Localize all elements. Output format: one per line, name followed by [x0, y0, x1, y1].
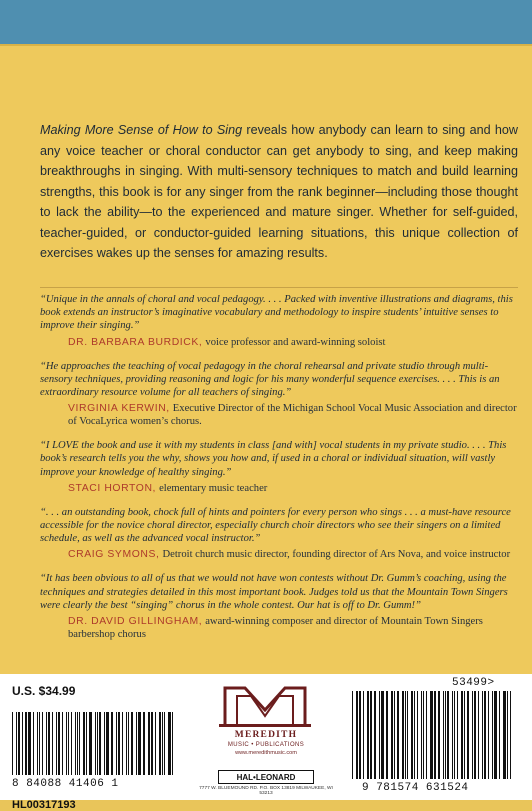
barcode-bar	[454, 691, 455, 779]
barcode-bar	[402, 691, 404, 779]
barcode-bar	[89, 712, 92, 775]
quote-author-role: Detroit church music director, founding director of Ars Nova, and voice instructor	[162, 549, 511, 561]
quote-author: CRAIG SYMONS,	[68, 549, 160, 561]
upc-barcode	[12, 712, 175, 775]
quote-author: DR. BARBARA BURDICK,	[68, 336, 203, 348]
barcode-bar	[39, 712, 41, 775]
isbn-barcode	[352, 691, 514, 779]
barcode-bar	[507, 691, 508, 779]
barcode-bar	[104, 712, 105, 775]
barcode-bar	[68, 712, 69, 775]
publisher-url: www.meredithmusic.com	[235, 750, 297, 756]
barcode-bar	[48, 712, 50, 775]
quote-attribution	[68, 336, 518, 349]
barcode-bar	[62, 712, 63, 775]
barcode-bar	[484, 691, 487, 779]
quote-text: “I LOVE the book and use it with my students in class [and with] vocal students in my private studio. . . . This book’s research tells you the why, shows you how and, if used in a choral or individual situation, will vastly improve your knowledge of healthy singing.”	[40, 440, 507, 478]
barcode-bar	[83, 712, 85, 775]
endorsement	[40, 506, 518, 562]
barcode-bar	[33, 712, 34, 775]
barcode-bar	[494, 691, 497, 779]
barcode-bar	[478, 691, 479, 779]
barcode-bar	[159, 712, 161, 775]
barcode-bar	[359, 691, 361, 779]
barcode-bar	[126, 712, 127, 775]
barcode-bar	[391, 691, 393, 779]
barcode-bar	[106, 712, 109, 775]
barcode-bar	[86, 712, 87, 775]
section-divider	[40, 287, 518, 288]
barcode-bar	[118, 712, 120, 775]
publisher-name: MEREDITH	[234, 730, 298, 740]
item-number: HL00317193	[12, 799, 76, 811]
quote-attribution	[68, 548, 518, 561]
price-label: U.S. $34.99	[12, 684, 76, 698]
barcode-bar	[138, 712, 141, 775]
quote-author-role: award-winning composer and director of Mountain Town Singers barbershop chorus	[68, 616, 483, 641]
quote-attribution	[68, 482, 518, 495]
barcode-bar	[116, 712, 117, 775]
endorsement	[40, 293, 518, 349]
barcode-bar	[434, 691, 436, 779]
barcode-bar	[136, 712, 137, 775]
barcode-bar	[75, 712, 76, 775]
quote-author: DR. DAVID GILLINGHAM,	[68, 616, 203, 628]
book-title: Making More Sense of How to Sing	[40, 123, 243, 137]
quote-author-role: voice professor and award-winning soloist	[205, 336, 386, 348]
addon-code: 53499	[452, 677, 488, 689]
barcode-bar	[488, 691, 489, 779]
top-color-band	[0, 0, 532, 44]
barcode-bar	[474, 691, 476, 779]
barcode-bar	[58, 712, 61, 775]
barcode-bar	[374, 691, 376, 779]
barcode-bar	[162, 712, 163, 775]
barcode-bar	[397, 691, 399, 779]
barcode-bar	[56, 712, 57, 775]
barcode-bar	[95, 712, 96, 775]
barcode-bar	[122, 712, 123, 775]
barcode-bar	[79, 712, 80, 775]
publisher-subtitle: MUSIC • PUBLICATIONS	[227, 742, 305, 748]
distributor-name: HAL•LEONARD	[236, 773, 296, 782]
barcode-bar	[426, 691, 427, 779]
addon-digits	[452, 677, 495, 689]
barcode-bar	[18, 712, 20, 775]
addon-arrow: >	[487, 677, 495, 689]
quote-attribution	[68, 402, 518, 428]
barcode-bar	[405, 691, 406, 779]
barcode-bar	[438, 691, 440, 779]
barcode-bar	[52, 712, 53, 775]
barcode-bar	[414, 691, 415, 779]
endorsement	[40, 439, 518, 495]
barcode-bar	[66, 712, 67, 775]
barcode-bar	[97, 712, 98, 775]
hal-leonard-logo	[218, 770, 314, 784]
distributor-address: 7777 W. BLUEMOUND RD. P.O. BOX 13819 MILWAUKEE, WI 53213	[199, 786, 333, 796]
meredith-music-logo	[215, 682, 315, 728]
barcode-bar	[443, 691, 444, 779]
barcode-bar	[457, 691, 458, 779]
barcode-bar	[379, 691, 380, 779]
barcode-bar	[503, 691, 506, 779]
barcode-bar	[407, 691, 408, 779]
description-text: reveals how anybody can learn to sing and how any voice teacher or choral conductor can get anybody to sing, and keep making breakthroughs in singing. With multi-sensory techniques to match and build learning strengths, this book is for any singer from the rank beginner—including those thought to lack the ability—to the experienced and mature singer. Whether for self-guided, teacher-guided, or conductor-guided learning situations, this unique collection of exercises wakes up the senses for amazing results.	[40, 123, 518, 260]
barcode-bar	[461, 691, 463, 779]
barcode-bar	[510, 691, 511, 779]
barcode-bar	[445, 691, 446, 779]
endorsement	[40, 572, 518, 641]
barcode-bar	[168, 712, 171, 775]
quote-author-role: Executive Director of the Michigan School Vocal Music Association and director of VocaLyrica women’s chorus.	[68, 403, 517, 428]
isbn-digits: 9 781574 631524	[362, 782, 469, 794]
barcode-bar	[370, 691, 372, 779]
barcode-panel	[0, 674, 532, 811]
barcode-bar	[464, 691, 465, 779]
barcode-bar	[430, 691, 433, 779]
book-description	[40, 120, 518, 264]
barcode-bar	[472, 691, 473, 779]
barcode-bar	[22, 712, 23, 775]
quote-attribution	[68, 615, 518, 641]
barcode-bar	[417, 691, 418, 779]
quote-text: “He approaches the teaching of vocal pedagogy in the choral rehearsal and private studio through multi-sensory techniques, providing reasoning and logic for his many wonderful sequence exercises. . . . This is an extraordinary resource volume for all teachers of singing.”	[40, 360, 500, 399]
barcode-bar	[467, 691, 469, 779]
barcode-bar	[46, 712, 47, 775]
barcode-bar	[423, 691, 424, 779]
barcode-bar	[28, 712, 31, 775]
barcode-bar	[42, 712, 43, 775]
barcode-bar	[148, 712, 151, 775]
barcode-bar	[482, 691, 483, 779]
quote-author: VIRGINIA KERWIN,	[68, 403, 170, 415]
barcode-bar	[356, 691, 358, 779]
upc-digits: 8 84088 41406 1	[12, 778, 119, 790]
top-divider	[0, 44, 532, 46]
barcode-bar	[499, 691, 500, 779]
barcode-bar	[143, 712, 145, 775]
barcode-bar	[367, 691, 370, 779]
barcode-bar	[37, 712, 38, 775]
barcode-bar	[71, 712, 72, 775]
barcode-bar	[411, 691, 413, 779]
barcode-bar	[394, 691, 395, 779]
barcode-bar	[386, 691, 388, 779]
barcode-bar	[111, 712, 114, 775]
barcode-bar	[172, 712, 173, 775]
barcode-bar	[452, 691, 453, 779]
barcode-bar	[77, 712, 78, 775]
endorsement	[40, 360, 518, 429]
quote-text: “It has been obvious to all of us that we would not have won contests without Dr. Gumm’s coaching, using the techniques and strategies detailed in this most important book. Judges told us that the Mountain Town Singers were clearly the best “singing” chorus in the whole contest. Our hat is off to Dr. Gumm!”	[40, 573, 508, 611]
quote-text: “. . . an outstanding book, chock full of hints and pointers for every person who sings . . . a must-have resource accessible for the novice choral director, especially church choir directors who see their singers on a limited schedule, as well as the advanced vocal instructor.”	[40, 506, 511, 545]
barcode-bar	[128, 712, 130, 775]
quote-author-role: elementary music teacher	[159, 482, 268, 494]
barcode-bar	[16, 712, 17, 775]
barcode-bar	[25, 712, 27, 775]
quote-text: “Unique in the annals of choral and vocal pedagogy. . . . Packed with inventive illustrations and diagrams, this book extends an instructor’s imaginative vocabulary and methodology to inspire students’ intuitive senses to improve their singing.”	[40, 294, 513, 332]
endorsements	[40, 293, 518, 652]
barcode-bar	[492, 691, 493, 779]
barcode-bar	[447, 691, 449, 779]
barcode-bar	[352, 691, 353, 779]
barcode-bar	[12, 712, 13, 775]
barcode-bar	[99, 712, 101, 775]
barcode-bar	[381, 691, 384, 779]
barcode-bar	[131, 712, 133, 775]
barcode-bar	[421, 691, 422, 779]
barcode-bar	[155, 712, 156, 775]
barcode-bar	[363, 691, 364, 779]
barcode-bar	[164, 712, 165, 775]
quote-author: STACI HORTON,	[68, 482, 157, 494]
barcode-bar	[151, 712, 153, 775]
